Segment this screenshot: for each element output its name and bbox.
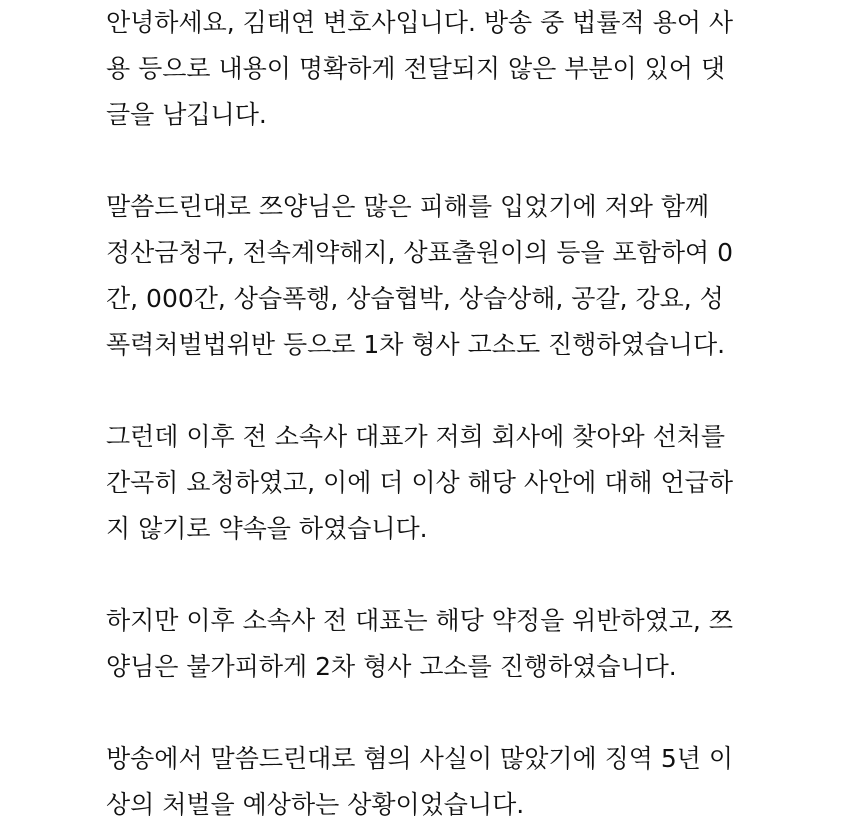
text-line: 양님은 불가피하게 2차 형사 고소를 진행하였습니다.: [106, 652, 677, 681]
text-line: 상의 처벌을 예상하는 상황이었습니다.: [106, 790, 525, 819]
paragraph-second-complaint: [106, 598, 836, 690]
text-line: 용 등으로 내용이 명확하게 전달되지 않은 부분이 있어 댓: [106, 54, 726, 83]
paragraph-agreement: [106, 414, 836, 552]
comment-body: [106, 0, 836, 828]
text-line: 글을 남깁니다.: [106, 100, 267, 129]
text-line: 하지만 이후 소속사 전 대표는 해당 약정을 위반하였고, 쯔: [106, 606, 733, 635]
text-line: 안녕하세요, 김태연 변호사입니다. 방송 중 법률적 용어 사: [106, 8, 733, 37]
text-line: 방송에서 말씀드린대로 혐의 사실이 많았기에 징역 5년 이: [106, 744, 733, 773]
paragraph-gap: [106, 690, 836, 736]
paragraph-gap: [106, 138, 836, 184]
text-line: 간, 000간, 상습폭행, 상습협박, 상습상해, 공갈, 강요, 성: [106, 284, 724, 313]
text-line: 그런데 이후 전 소속사 대표가 저희 회사에 찾아와 선처를: [106, 422, 726, 451]
text-line: 말씀드린대로 쯔양님은 많은 피해를 입었기에 저와 함께: [106, 192, 710, 221]
text-line: 간곡히 요청하였고, 이에 더 이상 해당 사안에 대해 언급하: [106, 468, 733, 497]
paragraph-gap: [106, 368, 836, 414]
text-line: 지 않기로 약속을 하였습니다.: [106, 514, 428, 543]
text-line: 정산금청구, 전속계약해지, 상표출원이의 등을 포함하여 0: [106, 238, 733, 267]
text-line: 폭력처벌법위반 등으로 1차 형사 고소도 진행하였습니다.: [106, 330, 726, 359]
paragraph-greeting: [106, 0, 836, 138]
paragraph-expected-penalty: [106, 736, 836, 828]
paragraph-first-complaint: [106, 184, 836, 368]
paragraph-gap: [106, 552, 836, 598]
